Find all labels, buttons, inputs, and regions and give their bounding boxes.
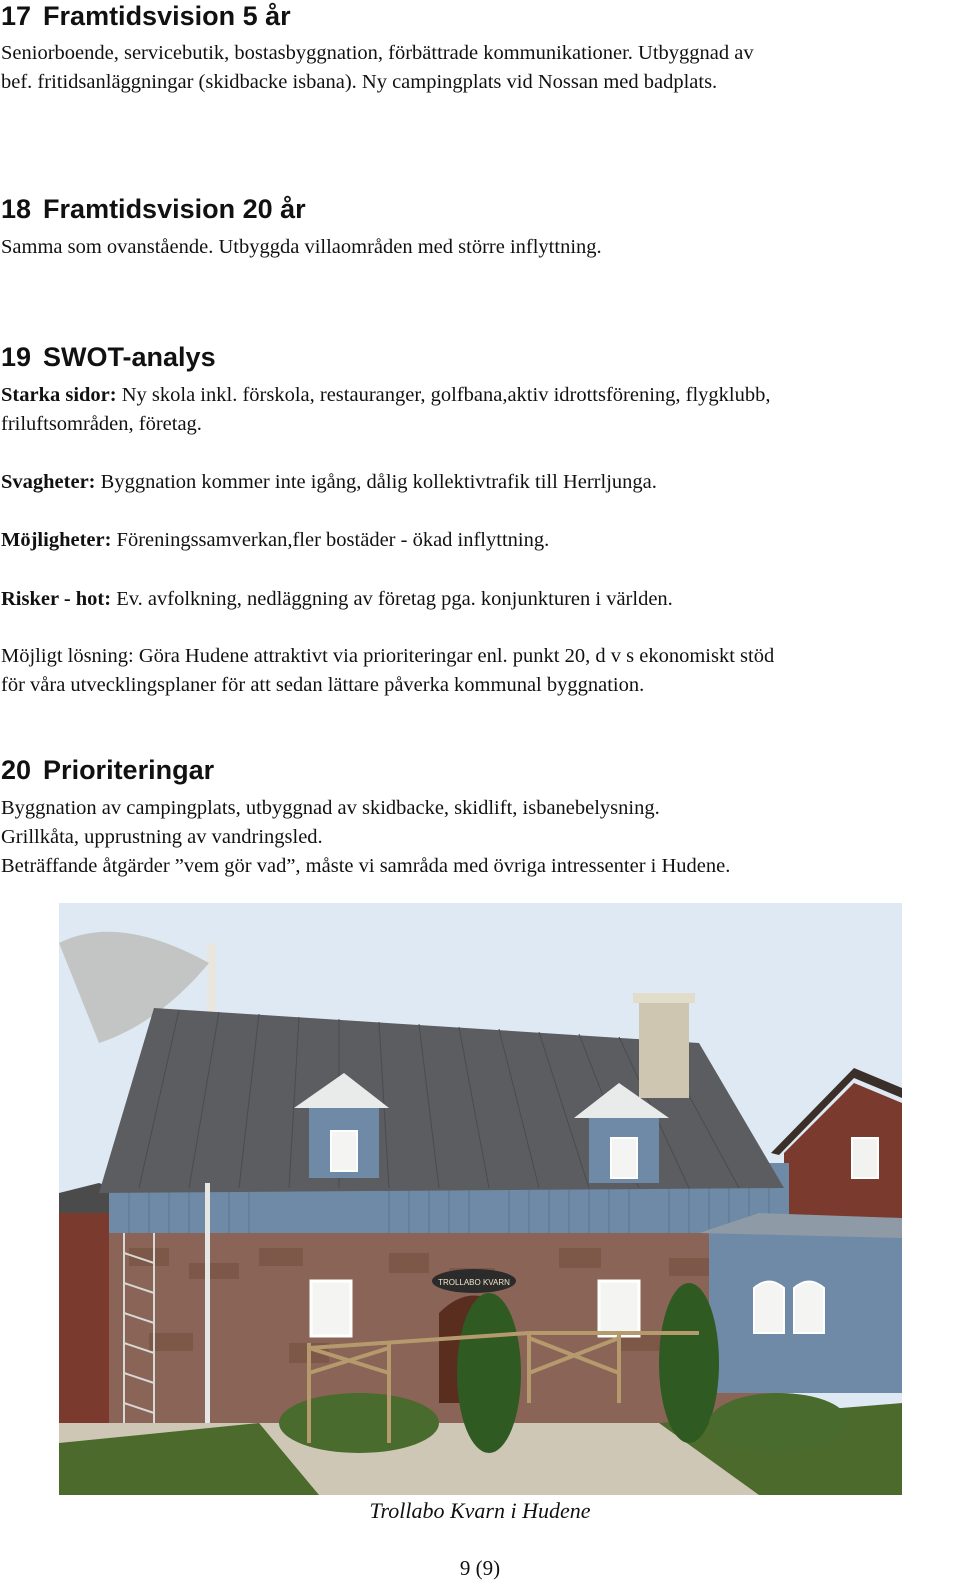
heading-section-19 [1,341,216,373]
section-number: 19 [1,342,32,372]
photo-annex-window-2 [794,1282,824,1334]
solution-line-2: för våra utvecklingsplaner för att sedan lättare påverka kommunal byggnation. [1,674,645,696]
swot-label: Svagheter: [1,471,96,493]
swot-text: Ny skola inkl. förskola, restauranger, golfbana,aktiv idrottsförening, flygklubb, [116,384,771,406]
swot-text: Föreningssamverkan,fler bostäder - ökad inflyttning. [111,529,550,551]
section-17-line-1: Seniorboende, servicebutik, bostasbyggnation, förbättrade kommunikationer. Utbyggnad av [1,42,754,64]
swot-label: Risker - hot: [1,588,112,610]
swot-label: Starka sidor: [1,384,117,406]
photo-dormer-right-window [611,1138,637,1178]
swot-text: Byggnation kommer inte igång, dålig kollektivtrafik till Herrljunga. [95,471,657,493]
priorities-line-1: Byggnation av campingplats, utbyggnad av skidbacke, skidlift, isbanebelysning. [1,797,660,819]
section-title: Framtidsvision 20 år [43,194,306,224]
photo-sign-text: TROLLABO KVARN [438,1278,510,1287]
section-17-line-2: bef. fritidsanläggningar (skidbacke isbana). Ny campingplats vid Nossan med badplats. [1,71,718,93]
section-18-line-1: Samma som ovanstående. Utbyggda villaområden med större inflyttning. [1,236,602,258]
photo-illustration [59,903,902,1495]
priorities-line-2: Grillkåta, upprustning av vandringsled. [1,826,323,848]
swot-strengths [1,381,956,411]
swot-label: Möjligheter: [1,529,112,551]
section-number: 18 [1,194,32,224]
photo-window-2 [599,1281,639,1336]
section-title: Prioriteringar [43,755,215,785]
photo-chimney [639,998,689,1098]
heading-section-17 [1,0,291,32]
photo-bush-2 [709,1393,849,1453]
photo-drainpipe [205,1183,210,1453]
heading-section-20 [1,754,214,786]
swot-opportunities [1,526,956,556]
swot-text: Ev. avfolkning, nedläggning av företag pga. konjunkturen i världen. [111,588,673,610]
swot-weaknesses [1,468,956,498]
photo-dormer-left-window [331,1131,357,1171]
section-number: 17 [1,1,32,31]
heading-section-18 [1,193,306,225]
swot-threats [1,585,956,615]
photo-trollabo-kvarn [59,903,902,1495]
photo-window-1 [311,1281,351,1336]
priorities-line-3: Beträffande åtgärder ”vem gör vad”, måste vi samråda med övriga intressenter i Hudene. [1,855,731,877]
photo-bush-1 [279,1393,439,1453]
section-title: SWOT-analys [43,342,216,372]
photo-red-window [852,1138,878,1178]
photo-cypress-1 [457,1293,521,1453]
swot-strengths-cont: friluftsområden, företag. [1,413,202,435]
photo-annex-window-1 [754,1282,784,1334]
solution-line-1: Möjligt lösning: Göra Hudene attraktivt via prioriteringar enl. punkt 20, d v s ekonomiskt stöd [1,645,775,667]
photo-chimney-cap [633,993,695,1003]
section-number: 20 [1,755,32,785]
page-number: 9 (9) [459,1556,501,1580]
section-title: Framtidsvision 5 år [43,1,291,31]
photo-caption: Trollabo Kvarn i Hudene [369,1498,591,1523]
